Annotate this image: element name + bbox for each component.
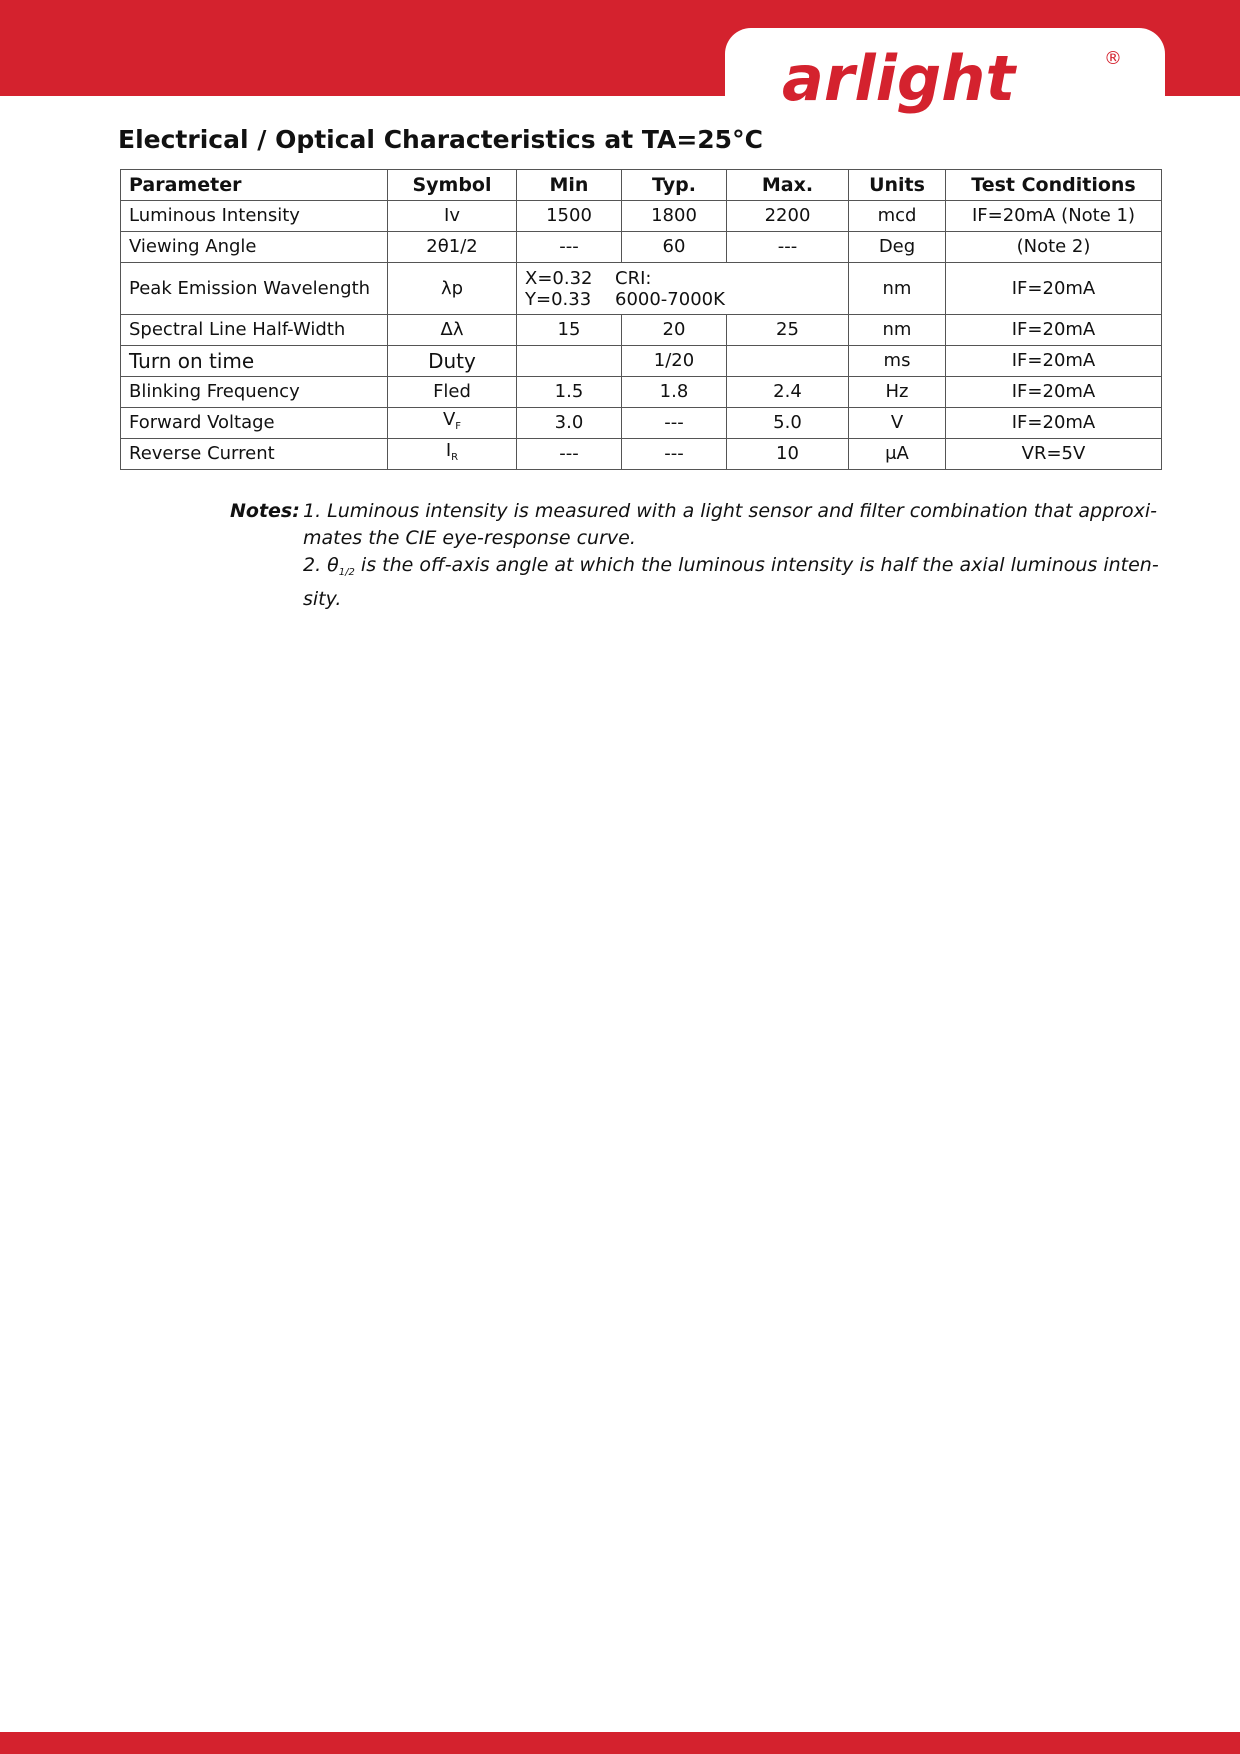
- symbol-main: V: [442, 408, 456, 430]
- note-1-line-1: 1. Luminous intensity is measured with a light sensor and filter combination that approxi-: [303, 500, 1157, 522]
- cell-wavelength-values: [517, 263, 849, 315]
- cell-conditions: (Note 2): [946, 232, 1162, 263]
- table-header-row: [121, 170, 1162, 201]
- cell-typ: 60: [622, 232, 727, 263]
- cell-parameter: Forward Voltage: [121, 408, 388, 439]
- note-2-prefix: 2. θ: [303, 554, 339, 576]
- cell-max: 2200: [727, 201, 849, 232]
- cell-parameter: Reverse Current: [121, 439, 388, 470]
- table-row: [121, 439, 1162, 470]
- cell-units: Deg: [849, 232, 946, 263]
- cell-conditions: IF=20mA: [946, 408, 1162, 439]
- cell-min: 3.0: [517, 408, 622, 439]
- cell-parameter: Blinking Frequency: [121, 377, 388, 408]
- symbol-subscript: R: [451, 451, 459, 463]
- table-row: [121, 315, 1162, 346]
- cell-parameter: Turn on time: [121, 346, 388, 377]
- note-2-line-1: [303, 552, 1160, 586]
- header-min: Min: [517, 170, 622, 201]
- cri-value: 6000-7000K: [615, 288, 725, 310]
- cell-symbol: 2θ1/2: [388, 232, 517, 263]
- symbol-subscript: F: [455, 420, 462, 432]
- cell-units: ms: [849, 346, 946, 377]
- cell-typ: ---: [622, 408, 727, 439]
- cell-min: 1500: [517, 201, 622, 232]
- cell-typ: 1/20: [622, 346, 727, 377]
- cell-symbol: Duty: [388, 346, 517, 377]
- header-max: Max.: [727, 170, 849, 201]
- notes-label: Notes:: [230, 500, 300, 522]
- registered-mark: ®: [1104, 48, 1122, 69]
- table-row: [121, 377, 1162, 408]
- cell-symbol: λp: [388, 263, 517, 315]
- cell-parameter: Spectral Line Half-Width: [121, 315, 388, 346]
- cell-max: 10: [727, 439, 849, 470]
- table-row: [121, 263, 1162, 315]
- footer-band: [0, 1732, 1240, 1754]
- cell-symbol: [388, 408, 517, 439]
- cell-min: ---: [517, 439, 622, 470]
- cell-units: mcd: [849, 201, 946, 232]
- cell-max: 25: [727, 315, 849, 346]
- cell-units: nm: [849, 315, 946, 346]
- cell-conditions: IF=20mA: [946, 315, 1162, 346]
- header-typ: Typ.: [622, 170, 727, 201]
- cell-parameter: Luminous Intensity: [121, 201, 388, 232]
- cell-parameter: Peak Emission Wavelength: [121, 263, 388, 315]
- note-2-text: is the off-axis angle at which the luminous intensity is half the axial luminous inten-: [354, 554, 1159, 576]
- cell-conditions: IF=20mA: [946, 263, 1162, 315]
- header-parameter: Parameter: [121, 170, 388, 201]
- header-test-conditions: Test Conditions: [946, 170, 1162, 201]
- notes-section: [230, 498, 1160, 613]
- cell-symbol: Iv: [388, 201, 517, 232]
- note-1: [230, 498, 1160, 552]
- cell-max: ---: [727, 232, 849, 263]
- cri-label: CRI:: [615, 267, 652, 289]
- cell-symbol: Fled: [388, 377, 517, 408]
- table-row: [121, 201, 1162, 232]
- cell-min: ---: [517, 232, 622, 263]
- cell-typ: ---: [622, 439, 727, 470]
- cell-max: [727, 346, 849, 377]
- cell-typ: 1800: [622, 201, 727, 232]
- cell-conditions: VR=5V: [946, 439, 1162, 470]
- cell-max: 5.0: [727, 408, 849, 439]
- cell-units: Hz: [849, 377, 946, 408]
- header-units: Units: [849, 170, 946, 201]
- cell-typ: 20: [622, 315, 727, 346]
- cell-units: nm: [849, 263, 946, 315]
- cell-symbol: Δλ: [388, 315, 517, 346]
- note-2-subscript: 1/2: [338, 567, 355, 578]
- cell-units: μA: [849, 439, 946, 470]
- cell-min: 1.5: [517, 377, 622, 408]
- note-2: [230, 552, 1160, 613]
- wavelength-y: Y=0.33: [525, 288, 592, 310]
- note-1-line-2: mates the CIE eye-response curve.: [303, 527, 636, 549]
- arlight-logo: [778, 40, 1128, 116]
- cell-conditions: IF=20mA: [946, 377, 1162, 408]
- cell-symbol: [388, 439, 517, 470]
- cell-min: 15: [517, 315, 622, 346]
- wavelength-x: X=0.32: [525, 267, 593, 289]
- cell-parameter: Viewing Angle: [121, 232, 388, 263]
- cell-conditions: IF=20mA: [946, 346, 1162, 377]
- logo-wordmark: arlight: [782, 42, 1016, 115]
- symbol-main: I: [445, 439, 452, 461]
- table-row: [121, 408, 1162, 439]
- table-row: [121, 232, 1162, 263]
- header-symbol: Symbol: [388, 170, 517, 201]
- section-title: Electrical / Optical Characteristics at TA=25°C: [118, 125, 763, 154]
- cell-max: 2.4: [727, 377, 849, 408]
- cell-typ: 1.8: [622, 377, 727, 408]
- cell-conditions: IF=20mA (Note 1): [946, 201, 1162, 232]
- cell-min: [517, 346, 622, 377]
- note-2-line-2: sity.: [303, 588, 342, 610]
- characteristics-table: [120, 169, 1162, 470]
- table-row: [121, 346, 1162, 377]
- cell-units: V: [849, 408, 946, 439]
